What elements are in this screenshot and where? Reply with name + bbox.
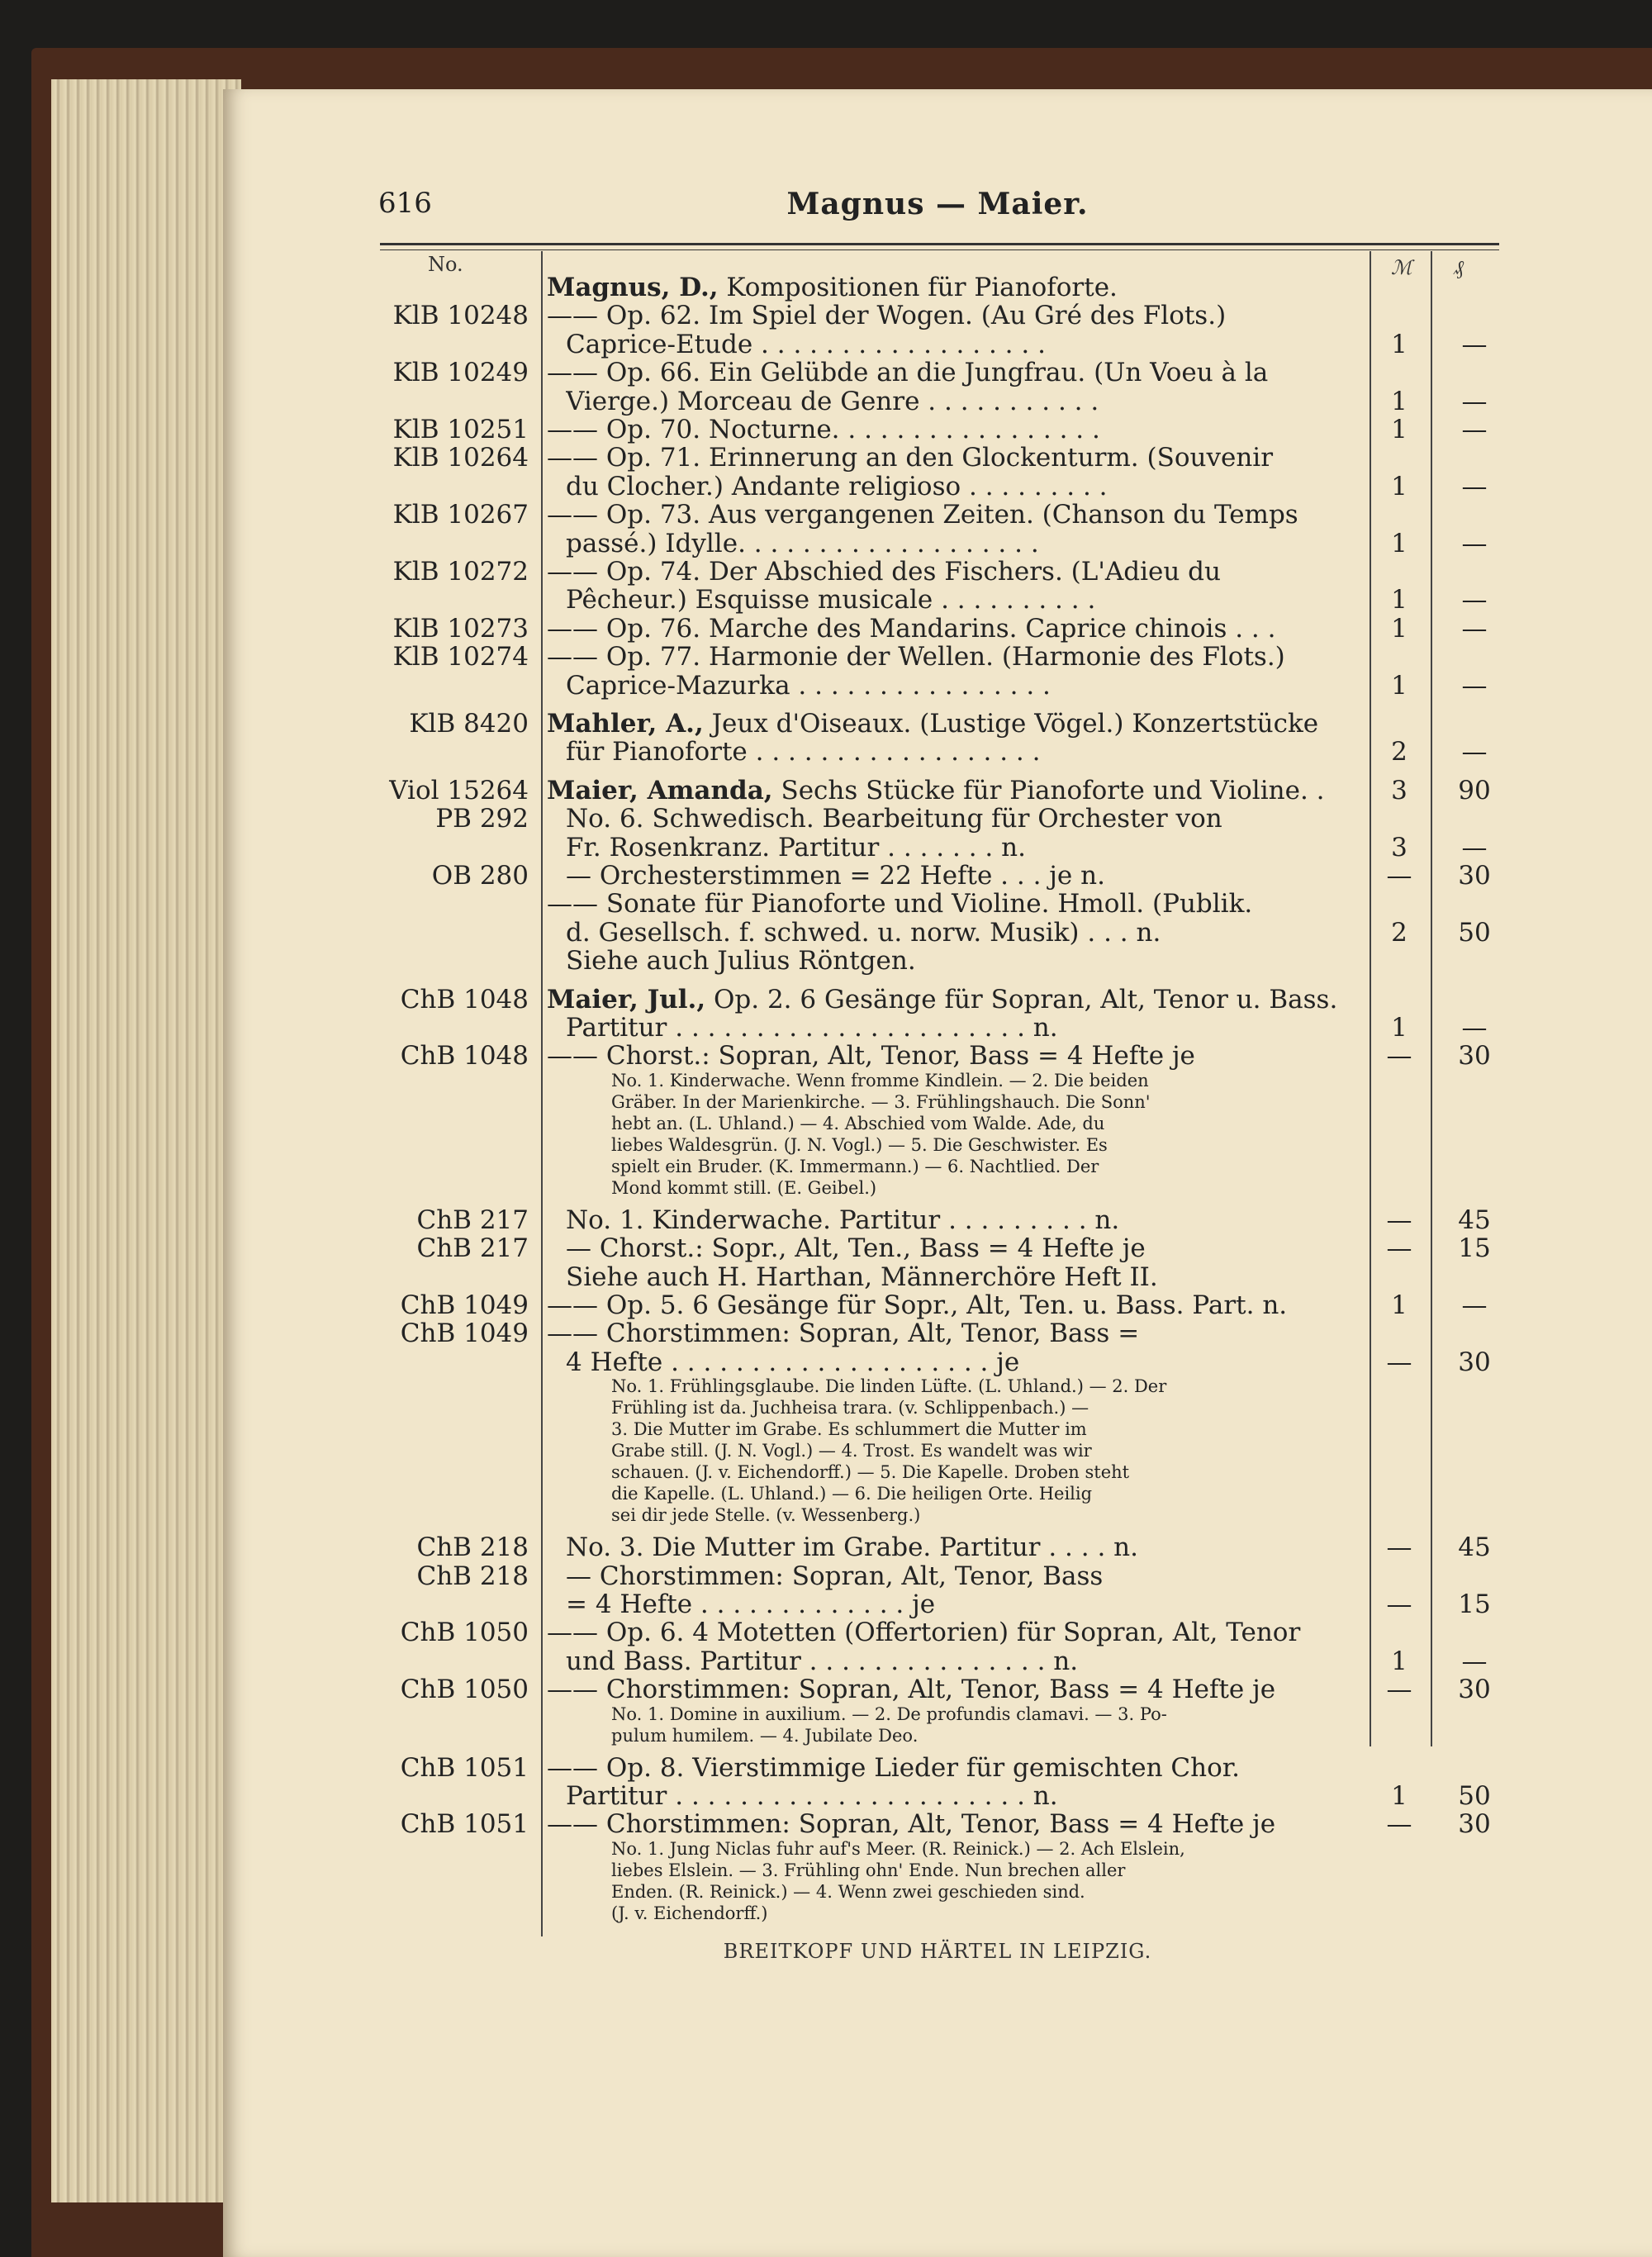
price-pfennig: — — [1461, 1290, 1488, 1320]
price-pfennig — [1450, 1618, 1499, 1647]
song-contents: 3. Die Mutter im Grabe. Es schlummert die Mutter im — [611, 1419, 1087, 1440]
catalog-number: ChB 1050 — [400, 1675, 529, 1705]
price-pfennig: 30 — [1458, 1809, 1491, 1840]
catalog-number: KlB 10248 — [392, 301, 529, 331]
entry-text: Mahler, A., Jeux d'Oiseaux. (Lustige Vögel.) Konzertstücke — [547, 709, 1319, 739]
song-contents: sei dir jede Stelle. (v. Wessenberg.) — [611, 1505, 921, 1526]
price-pfennig — [1450, 1319, 1499, 1348]
catalog-number: KlB 10264 — [392, 443, 529, 473]
price-pfennig: — — [1461, 1013, 1488, 1043]
price-mark: — — [1386, 1532, 1412, 1563]
song-contents: schauen. (J. v. Eichendorff.) — 5. Die Kapelle. Droben steht — [611, 1462, 1130, 1483]
entry-text: —— Op. 62. Im Spiel der Wogen. (Au Gré des Flots.) — [547, 301, 1227, 331]
price-mark — [1379, 1262, 1419, 1292]
price-mark — [1379, 1319, 1419, 1348]
entry-text: Maier, Jul., Op. 2. 6 Gesänge für Sopran, Alt, Tenor u. Bass. — [547, 984, 1338, 1014]
price-mark — [1379, 1753, 1419, 1783]
entry-text: —— Op. 66. Ein Gelübde an die Jungfrau. (Un Voeu à la — [547, 358, 1269, 388]
column-divider-pf — [1431, 251, 1432, 1746]
price-pfennig: — — [1461, 528, 1488, 558]
catalog-number: ChB 1051 — [400, 1809, 529, 1840]
catalog-number: KlB 10267 — [392, 500, 529, 530]
entry-text: —— Op. 71. Erinnerung an den Glockenturm. (Souvenir — [547, 443, 1274, 473]
catalog-number: KlB 10273 — [392, 613, 529, 644]
column-header-mark: ℳ — [1391, 256, 1412, 279]
entry-text: 4 Hefte . . . . . . . . . . . . . . . . . . . . je — [566, 1347, 1020, 1377]
price-pfennig: — — [1461, 737, 1488, 767]
price-mark — [1379, 709, 1419, 739]
price-mark: — — [1386, 1041, 1412, 1071]
entry-text: —— Op. 6. 4 Motetten (Offertorien) für Sopran, Alt, Tenor — [547, 1618, 1301, 1648]
price-pfennig — [1450, 985, 1499, 1014]
catalog-number: ChB 217 — [416, 1205, 529, 1235]
catalog-number — [380, 1589, 529, 1619]
price-pfennig — [1450, 301, 1499, 330]
price-pfennig: 15 — [1458, 1589, 1491, 1619]
catalog-number: KlB 10249 — [392, 358, 529, 388]
price-pfennig — [1450, 500, 1499, 530]
column-divider-left — [541, 251, 543, 1936]
catalog-number — [380, 737, 529, 767]
price-pfennig: — — [1461, 415, 1488, 444]
entry-text: Caprice-Mazurka . . . . . . . . . . . . . . . . — [566, 670, 1051, 701]
column-header-no: No. — [428, 253, 463, 276]
song-contents: (J. v. Eichendorff.) — [611, 1903, 768, 1923]
price-pfennig: — — [1461, 670, 1488, 701]
price-mark: 1 — [1391, 670, 1408, 701]
price-mark: 1 — [1391, 585, 1408, 615]
song-contents: No. 1. Frühlingsglaube. Die linden Lüfte. (L. Uhland.) — 2. Der — [611, 1376, 1167, 1397]
price-pfennig: — — [1461, 386, 1488, 416]
song-contents: Grabe still. (J. N. Vogl.) — 4. Trost. Es wandelt was wir — [611, 1441, 1092, 1461]
entry-text: —— Sonate für Pianoforte und Violine. Hmoll. (Publik. — [547, 889, 1253, 919]
entry-text: —— Op. 74. Der Abschied des Fischers. (L'Adieu du — [547, 557, 1221, 587]
song-contents: Mond kommt still. (E. Geibel.) — [611, 1177, 877, 1198]
song-contents: hebt an. (L. Uhland.) — 4. Abschied vom Walde. Ade, du — [611, 1113, 1105, 1133]
entry-text: —— Op. 5. 6 Gesänge für Sopr., Alt, Ten. u. Bass. Part. n. — [547, 1290, 1288, 1320]
price-pfennig: — — [1461, 613, 1488, 644]
price-mark: 1 — [1391, 329, 1408, 359]
catalog-number — [380, 529, 529, 558]
entry-text: Magnus, D., Kompositionen für Pianoforte. — [547, 273, 1118, 302]
price-pfennig — [1450, 443, 1499, 473]
price-pfennig: — — [1461, 471, 1488, 501]
price-mark: — — [1386, 1675, 1412, 1705]
catalog-number — [380, 1725, 529, 1755]
entry-text: No. 1. Kinderwache. Partitur . . . . . . . . . n. — [566, 1205, 1120, 1235]
catalog-number — [380, 889, 529, 919]
catalog-number: ChB 1051 — [400, 1752, 529, 1783]
entry-text: No. 6. Schwedisch. Bearbeitung für Orchester von — [566, 804, 1222, 834]
price-mark: — — [1386, 1205, 1412, 1235]
price-mark — [1379, 1504, 1419, 1534]
song-contents: No. 1. Domine in auxilium. — 2. De profundis clamavi. — 3. Po- — [611, 1703, 1167, 1724]
price-mark — [1379, 557, 1419, 587]
price-mark — [1379, 1618, 1419, 1647]
page-content — [223, 89, 1652, 2257]
catalog-number — [380, 671, 529, 701]
price-pfennig: 30 — [1458, 1347, 1491, 1377]
price-mark — [1379, 301, 1419, 330]
catalog-number: ChB 1049 — [400, 1319, 529, 1349]
entry-text: d. Gesellsch. f. schwed. u. norw. Musik) . . . n. — [566, 917, 1161, 948]
price-mark: 1 — [1391, 415, 1408, 444]
price-mark — [1379, 804, 1419, 834]
catalog-number — [380, 1504, 529, 1534]
song-contents: No. 1. Kinderwache. Wenn fromme Kindlein. — 2. Die beiden — [611, 1070, 1149, 1090]
catalog-number — [380, 585, 529, 615]
price-pfennig — [1450, 1262, 1499, 1292]
entry-text: —— Op. 70. Nocturne. . . . . . . . . . . . . . . . . — [547, 415, 1100, 444]
price-mark — [1379, 1903, 1419, 1932]
song-contents: pulum humilem. — 4. Jubilate Deo. — [611, 1725, 919, 1746]
price-pfennig: 90 — [1458, 775, 1491, 805]
price-mark: 1 — [1391, 1646, 1408, 1676]
catalog-number: ChB 218 — [416, 1532, 529, 1563]
price-mark: — — [1386, 1233, 1412, 1264]
catalog-number: ChB 1050 — [400, 1618, 529, 1648]
catalog-number: KlB 8420 — [409, 709, 529, 739]
price-pfennig: 45 — [1458, 1205, 1491, 1235]
price-mark — [1379, 500, 1419, 530]
entry-text: Partitur . . . . . . . . . . . . . . . . . . . . . . n. — [566, 1781, 1058, 1811]
entry-text: = 4 Hefte . . . . . . . . . . . . . je — [566, 1589, 936, 1619]
song-contents: liebes Elslein. — 3. Frühling ohn' Ende. Nun brechen aller — [611, 1860, 1126, 1880]
entry-text: —— Op. 77. Harmonie der Wellen. (Harmonie des Flots.) — [547, 642, 1285, 672]
entry-text: —— Chorstimmen: Sopran, Alt, Tenor, Bass = — [547, 1319, 1140, 1349]
price-pfennig — [1450, 1504, 1499, 1534]
catalog-number — [380, 387, 529, 416]
price-mark — [1379, 358, 1419, 387]
catalog-number — [380, 330, 529, 359]
price-mark — [1379, 642, 1419, 672]
publisher-footer: BREITKOPF UND HÄRTEL IN LEIPZIG. — [723, 1940, 1152, 1963]
entry-text: —— Op. 73. Aus vergangenen Zeiten. (Chanson du Temps — [547, 500, 1298, 530]
entry-text: du Clocher.) Andante religioso . . . . . . . . . — [566, 471, 1108, 501]
price-pfennig — [1450, 358, 1499, 387]
header-rule-thin — [380, 249, 1499, 250]
header-rule — [380, 243, 1499, 245]
catalog-number — [380, 273, 529, 302]
entry-text: — Chorstimmen: Sopran, Alt, Tenor, Bass — [566, 1561, 1104, 1591]
entry-text: Siehe auch H. Harthan, Männerchöre Heft II. — [566, 1262, 1158, 1292]
price-pfennig: 30 — [1458, 1041, 1491, 1071]
entry-text: —— Op. 8. Vierstimmige Lieder für gemischten Chor. — [547, 1752, 1240, 1783]
price-mark: — — [1386, 1809, 1412, 1840]
price-pfennig — [1450, 273, 1499, 302]
price-pfennig — [1450, 804, 1499, 834]
catalog-number: PB 292 — [435, 804, 529, 834]
catalog-number: ChB 1048 — [400, 984, 529, 1014]
price-mark — [1379, 443, 1419, 473]
price-pfennig: 15 — [1458, 1233, 1491, 1264]
catalog-number: ChB 1048 — [400, 1041, 529, 1071]
entry-text: —— Chorst.: Sopran, Alt, Tenor, Bass = 4 Hefte je — [547, 1041, 1195, 1071]
price-pfennig — [1450, 1177, 1499, 1207]
entry-text: — Orchesterstimmen = 22 Hefte . . . je n. — [566, 861, 1105, 891]
price-mark — [1379, 1177, 1419, 1207]
catalog-number — [380, 946, 529, 976]
price-mark: 2 — [1391, 737, 1408, 767]
catalog-number: OB 280 — [431, 861, 529, 891]
price-pfennig — [1450, 709, 1499, 739]
catalog-number — [380, 1013, 529, 1043]
running-title: Magnus — Maier. — [786, 187, 1089, 221]
price-pfennig: — — [1461, 1646, 1488, 1676]
price-pfennig — [1450, 946, 1499, 976]
catalog-number: ChB 1049 — [400, 1290, 529, 1320]
entry-text: Fr. Rosenkranz. Partitur . . . . . . . n. — [566, 832, 1026, 862]
price-mark: — — [1386, 1589, 1412, 1619]
column-divider-mark — [1370, 251, 1371, 1746]
price-mark: 1 — [1391, 1290, 1408, 1320]
price-mark — [1379, 946, 1419, 976]
price-mark — [1379, 273, 1419, 302]
price-pfennig: — — [1461, 585, 1488, 615]
price-pfennig: — — [1461, 832, 1488, 862]
entry-text: für Pianoforte . . . . . . . . . . . . . . . . . . — [566, 737, 1041, 767]
price-mark: 1 — [1391, 386, 1408, 416]
catalog-number — [380, 1781, 529, 1811]
price-mark: 3 — [1391, 775, 1408, 805]
price-mark: 1 — [1391, 471, 1408, 501]
catalog-number — [380, 1177, 529, 1207]
price-mark: 3 — [1391, 832, 1408, 862]
price-pfennig: 45 — [1458, 1532, 1491, 1563]
catalog-number — [380, 918, 529, 948]
price-pfennig: 30 — [1458, 1675, 1491, 1705]
column-header-pf: ₰ — [1454, 256, 1464, 279]
entry-text: Pêcheur.) Esquisse musicale . . . . . . . . . . — [566, 585, 1096, 615]
catalog-number — [380, 1347, 529, 1377]
entry-text: und Bass. Partitur . . . . . . . . . . . . . . . n. — [566, 1646, 1079, 1676]
song-contents: Frühling ist da. Juchheisa trara. (v. Schlippenbach.) — — [611, 1398, 1089, 1418]
catalog-number: Viol 15264 — [389, 775, 529, 805]
song-contents: spielt ein Bruder. (K. Immermann.) — 6. Nachtlied. Der — [611, 1156, 1099, 1176]
song-contents: Enden. (R. Reinick.) — 4. Wenn zwei geschieden sind. — [611, 1881, 1085, 1902]
price-mark: — — [1386, 1347, 1412, 1377]
price-pfennig — [1450, 1753, 1499, 1783]
catalog-number — [380, 1646, 529, 1676]
entry-text: passé.) Idylle. . . . . . . . . . . . . . . . . . . — [566, 528, 1039, 558]
price-pfennig — [1450, 557, 1499, 587]
catalog-number — [380, 472, 529, 501]
price-mark: 1 — [1391, 613, 1408, 644]
price-pfennig — [1450, 1561, 1499, 1591]
entry-text: Vierge.) Morceau de Genre . . . . . . . . . . . — [566, 386, 1099, 416]
entry-text: No. 3. Die Mutter im Grabe. Partitur . . . . n. — [566, 1532, 1139, 1563]
entry-text: Maier, Amanda, Sechs Stücke für Pianoforte und Violine. . — [547, 775, 1325, 805]
price-pfennig: 50 — [1458, 1781, 1491, 1811]
price-pfennig — [1450, 642, 1499, 672]
price-pfennig — [1450, 1725, 1499, 1755]
catalog-number: KlB 10274 — [392, 642, 529, 672]
catalog-number: KlB 10251 — [392, 415, 529, 444]
catalog-number — [380, 1903, 529, 1932]
entry-text: —— Chorstimmen: Sopran, Alt, Tenor, Bass = 4 Hefte je — [547, 1675, 1276, 1705]
price-mark: 1 — [1391, 1013, 1408, 1043]
catalog-number: ChB 218 — [416, 1561, 529, 1591]
page-number: 616 — [378, 187, 432, 220]
price-pfennig — [1450, 1903, 1499, 1932]
price-mark — [1379, 889, 1419, 919]
entry-text: —— Chorstimmen: Sopran, Alt, Tenor, Bass = 4 Hefte je — [547, 1809, 1276, 1840]
entry-text: Partitur . . . . . . . . . . . . . . . . . . . . . . n. — [566, 1013, 1058, 1043]
price-pfennig: 50 — [1458, 917, 1491, 948]
catalog-number — [380, 833, 529, 862]
catalog-number: KlB 10272 — [392, 557, 529, 587]
song-contents: No. 1. Jung Niclas fuhr auf's Meer. (R. Reinick.) — 2. Ach Elslein, — [611, 1838, 1185, 1859]
price-mark — [1379, 1725, 1419, 1755]
entry-text: —— Op. 76. Marche des Mandarins. Caprice chinois . . . — [547, 613, 1276, 644]
price-mark: — — [1386, 861, 1412, 891]
price-mark — [1379, 985, 1419, 1014]
catalog-number — [380, 1262, 529, 1292]
entry-text: — Chorst.: Sopr., Alt, Ten., Bass = 4 Hefte je — [566, 1233, 1146, 1264]
entry-text: Siehe auch Julius Röntgen. — [566, 946, 916, 976]
price-mark: 1 — [1391, 1781, 1408, 1811]
entry-text: Caprice-Etude . . . . . . . . . . . . . . . . . . — [566, 329, 1046, 359]
price-pfennig: 30 — [1458, 861, 1491, 891]
catalog-number: ChB 217 — [416, 1233, 529, 1264]
song-contents: liebes Waldesgrün. (J. N. Vogl.) — 5. Die Geschwister. Es — [611, 1134, 1108, 1155]
price-mark — [1379, 1561, 1419, 1591]
price-mark: 2 — [1391, 917, 1408, 948]
catalog-page — [223, 89, 1652, 2257]
price-pfennig — [1450, 889, 1499, 919]
song-contents: die Kapelle. (L. Uhland.) — 6. Die heiligen Orte. Heilig — [611, 1484, 1093, 1504]
page-edges — [51, 79, 241, 2202]
price-pfennig: — — [1461, 329, 1488, 359]
price-mark: 1 — [1391, 528, 1408, 558]
song-contents: Gräber. In der Marienkirche. — 3. Frühlingshauch. Die Sonn' — [611, 1091, 1151, 1112]
